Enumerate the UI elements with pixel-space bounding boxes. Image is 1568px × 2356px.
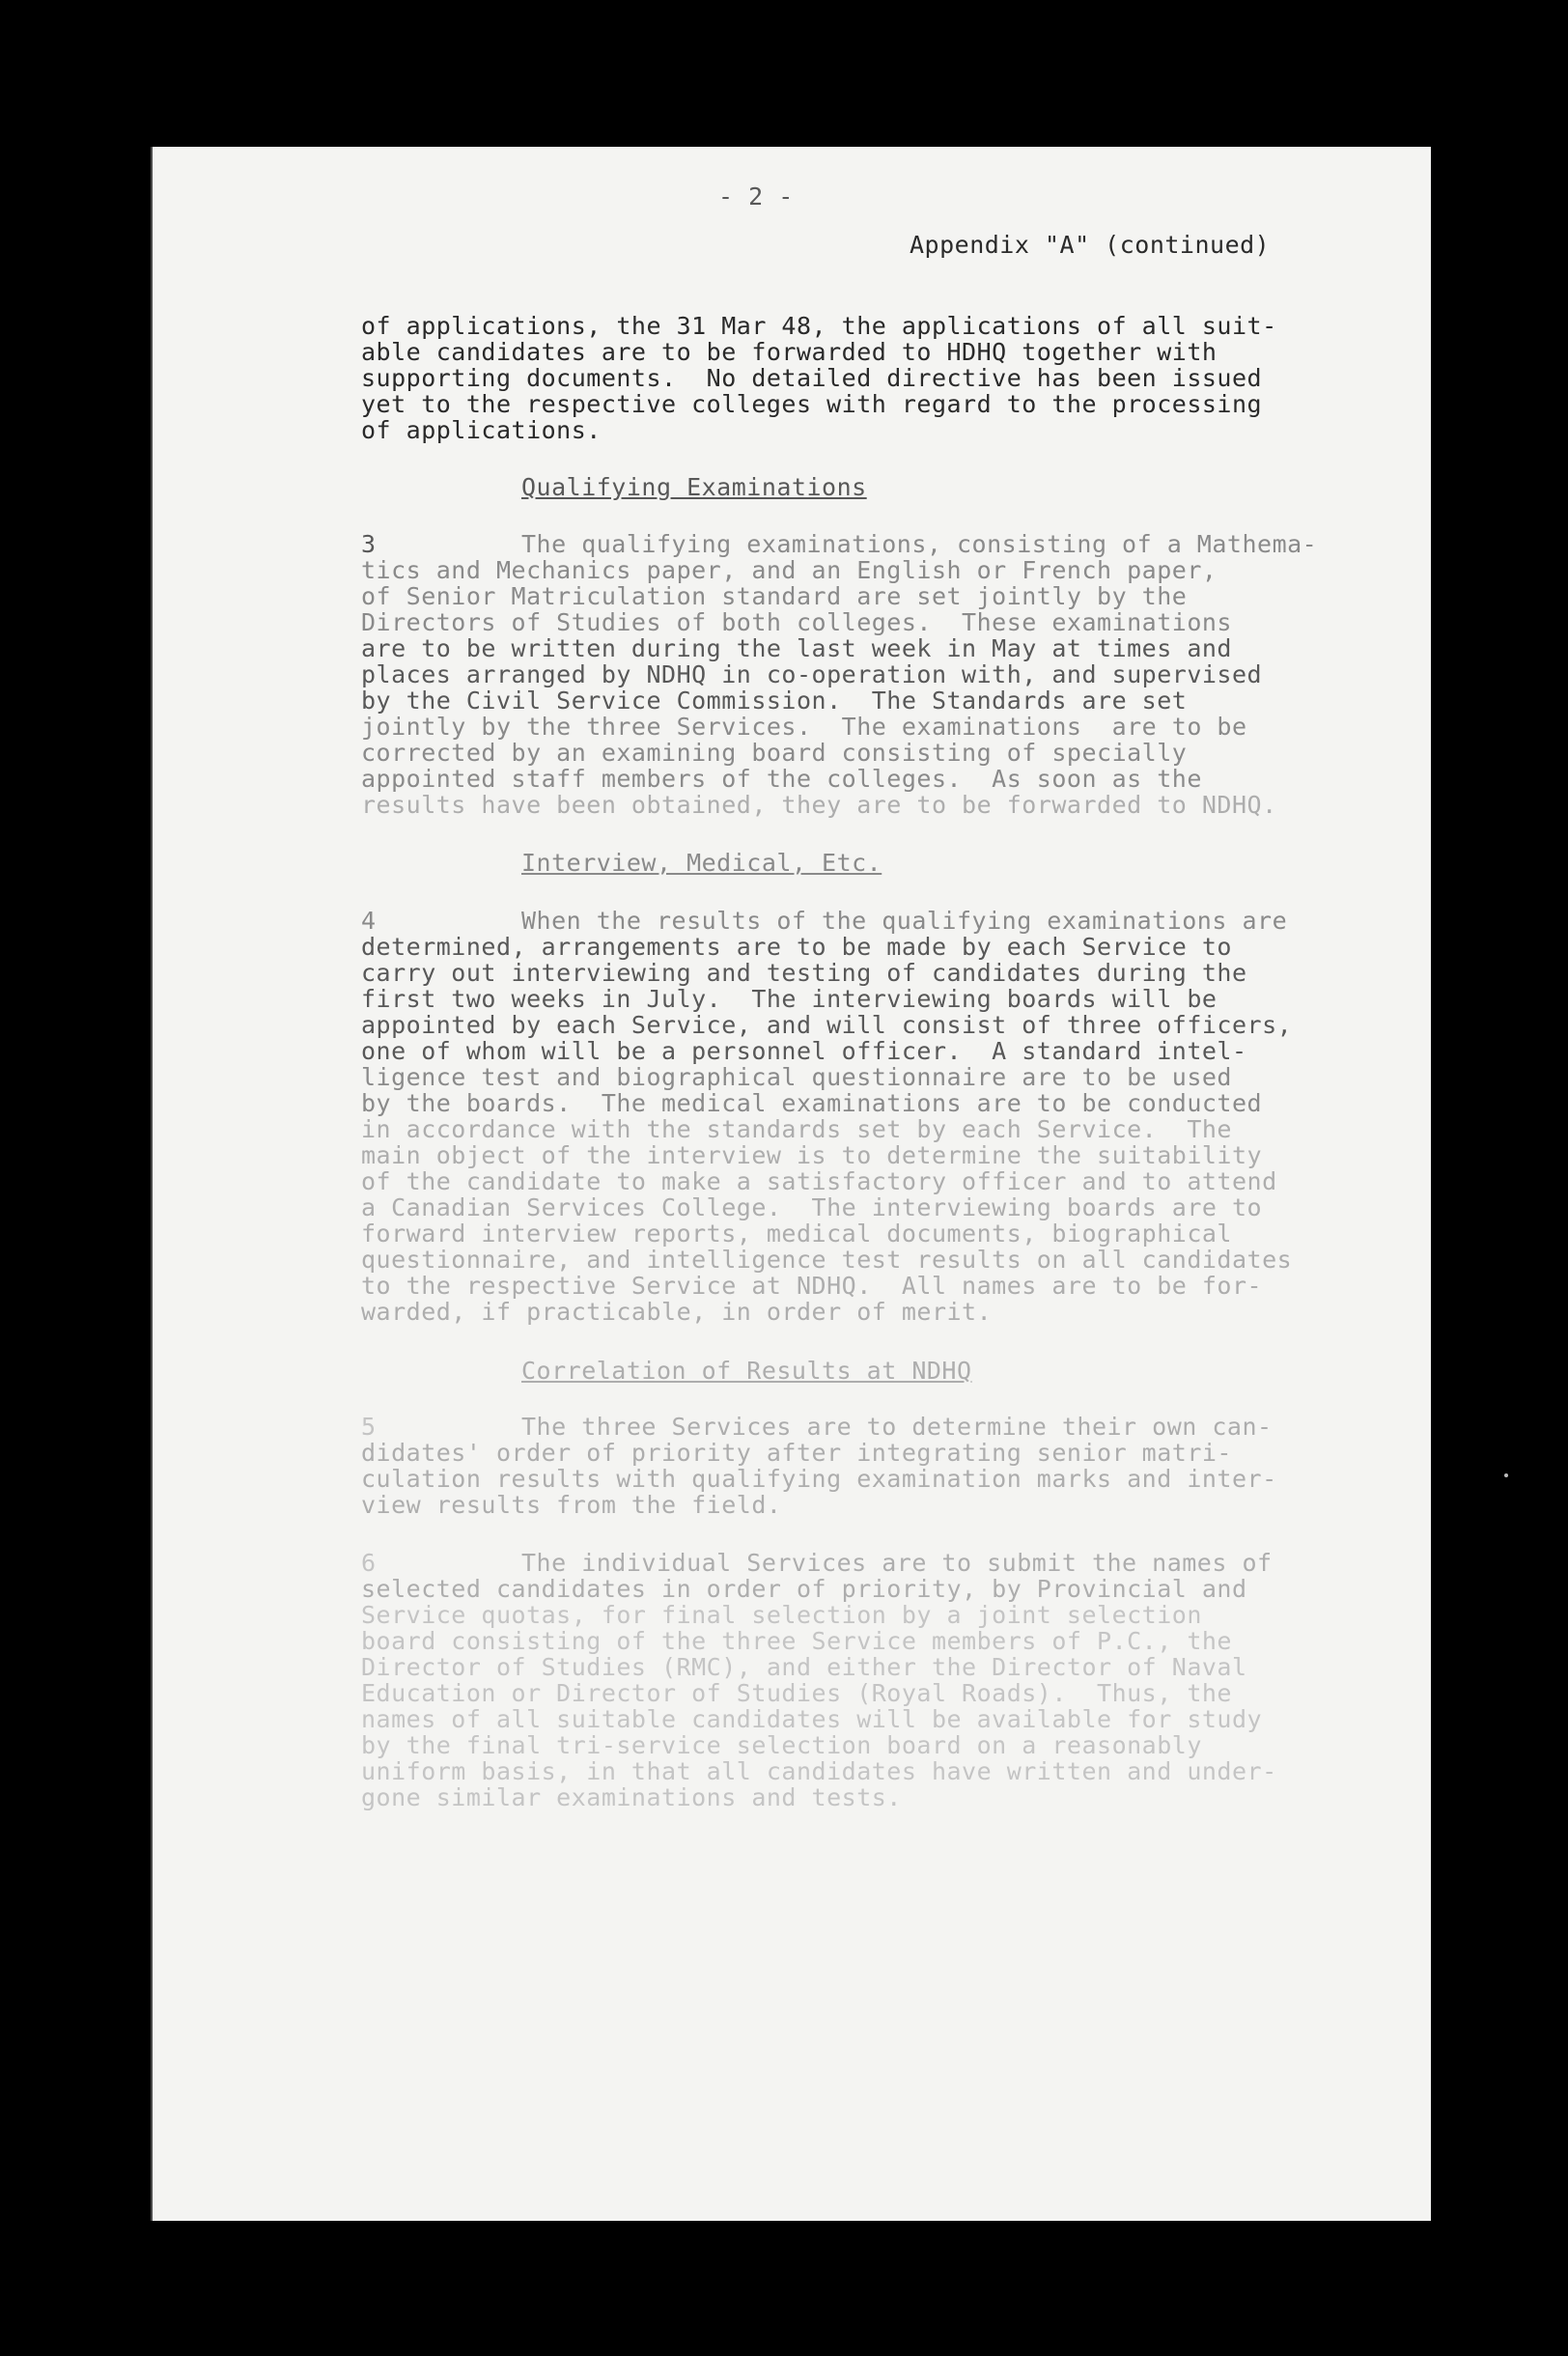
text-line: yet to the respective colleges with regard to the processing [361,390,1263,418]
page-number: - 2 - [718,182,794,210]
paragraph-number: 6 [361,1549,377,1577]
text-line: supporting documents. No detailed directive has been issued [361,364,1263,392]
text-line: corrected by an examining board consisting of specially [361,739,1188,767]
paragraph-number: 4 [361,907,377,935]
text-line: appointed by each Service, and will consist of three officers, [361,1011,1293,1039]
text-line: to the respective Service at NDHQ. All names are to be for- [361,1272,1263,1300]
document-page [151,147,1431,2221]
text-line: main object of the interview is to determine the suitability [361,1141,1263,1169]
text-line: carry out interviewing and testing of candidates during the [361,959,1247,987]
text-line: The three Services are to determine their own can- [521,1413,1273,1441]
text-line: by the Civil Service Commission. The Standards are set [361,687,1188,715]
text-line: results have been obtained, they are to be forwarded to NDHQ. [361,791,1277,819]
text-line: selected candidates in order of priority, by Provincial and [361,1575,1247,1603]
text-line: warded, if practicable, in order of merit. [361,1298,993,1326]
text-line: Education or Director of Studies (Royal Roads). Thus, the [361,1679,1232,1707]
text-line: of Senior Matriculation standard are set jointly by the [361,582,1188,610]
text-line: When the results of the qualifying examinations are [521,907,1288,935]
text-line: gone similar examinations and tests. [361,1783,902,1811]
paragraph-number: 5 [361,1413,377,1441]
text-line: a Canadian Services College. The interviewing boards are to [361,1193,1263,1221]
text-line: of the candidate to make a satisfactory officer and to attend [361,1167,1277,1195]
text-line: able candidates are to be forwarded to HDHQ together with [361,338,1218,366]
text-line: places arranged by NDHQ in co-operation with, and supervised [361,660,1263,688]
text-line: one of whom will be a personnel officer. A standard intel- [361,1037,1247,1065]
text-line: ligence test and biographical questionnaire are to be used [361,1063,1232,1091]
text-line: culation results with qualifying examination marks and inter- [361,1465,1277,1493]
text-line: of applications. [361,416,602,444]
text-line: are to be written during the last week in May at times and [361,634,1232,662]
text-line: of applications, the 31 Mar 48, the applications of all suit- [361,312,1277,340]
text-line: appointed staff members of the colleges. As soon as the [361,765,1202,793]
paragraph-number: 3 [361,530,377,558]
text-line: by the boards. The medical examinations are to be conducted [361,1089,1263,1117]
page-edge [151,147,153,2221]
text-line: names of all suitable candidates will be available for study [361,1705,1263,1733]
text-line: Director of Studies (RMC), and either the Director of Naval [361,1653,1247,1681]
text-line: in accordance with the standards set by each Service. The [361,1115,1232,1143]
text-line: Service quotas, for final selection by a joint selection [361,1601,1202,1629]
text-line: Directors of Studies of both colleges. These examinations [361,608,1232,636]
text-line: first two weeks in July. The interviewing boards will be [361,985,1218,1013]
edge-speck [1504,1473,1508,1477]
text-line: didates' order of priority after integrating senior matri- [361,1439,1232,1467]
text-line: questionnaire, and intelligence test results on all candidates [361,1246,1293,1274]
text-line: uniform basis, in that all candidates have written and under- [361,1757,1277,1785]
text-line: tics and Mechanics paper, and an English or French paper, [361,556,1218,584]
text-line: board consisting of the three Service members of P.C., the [361,1627,1232,1655]
text-line: determined, arrangements are to be made by each Service to [361,933,1232,961]
section-heading: Interview, Medical, Etc. [521,849,882,877]
text-line: The qualifying examinations, consisting of a Mathema- [521,530,1318,558]
text-line: forward interview reports, medical documents, biographical [361,1220,1232,1248]
section-heading: Qualifying Examinations [521,473,867,501]
section-heading: Correlation of Results at NDHQ [521,1357,972,1385]
appendix-label: Appendix "A" (continued) [910,231,1271,259]
text-line: view results from the field. [361,1491,782,1519]
text-line: jointly by the three Services. The examinations are to be [361,713,1247,741]
text-line: by the final tri-service selection board on a reasonably [361,1731,1202,1759]
text-line: The individual Services are to submit the names of [521,1549,1273,1577]
